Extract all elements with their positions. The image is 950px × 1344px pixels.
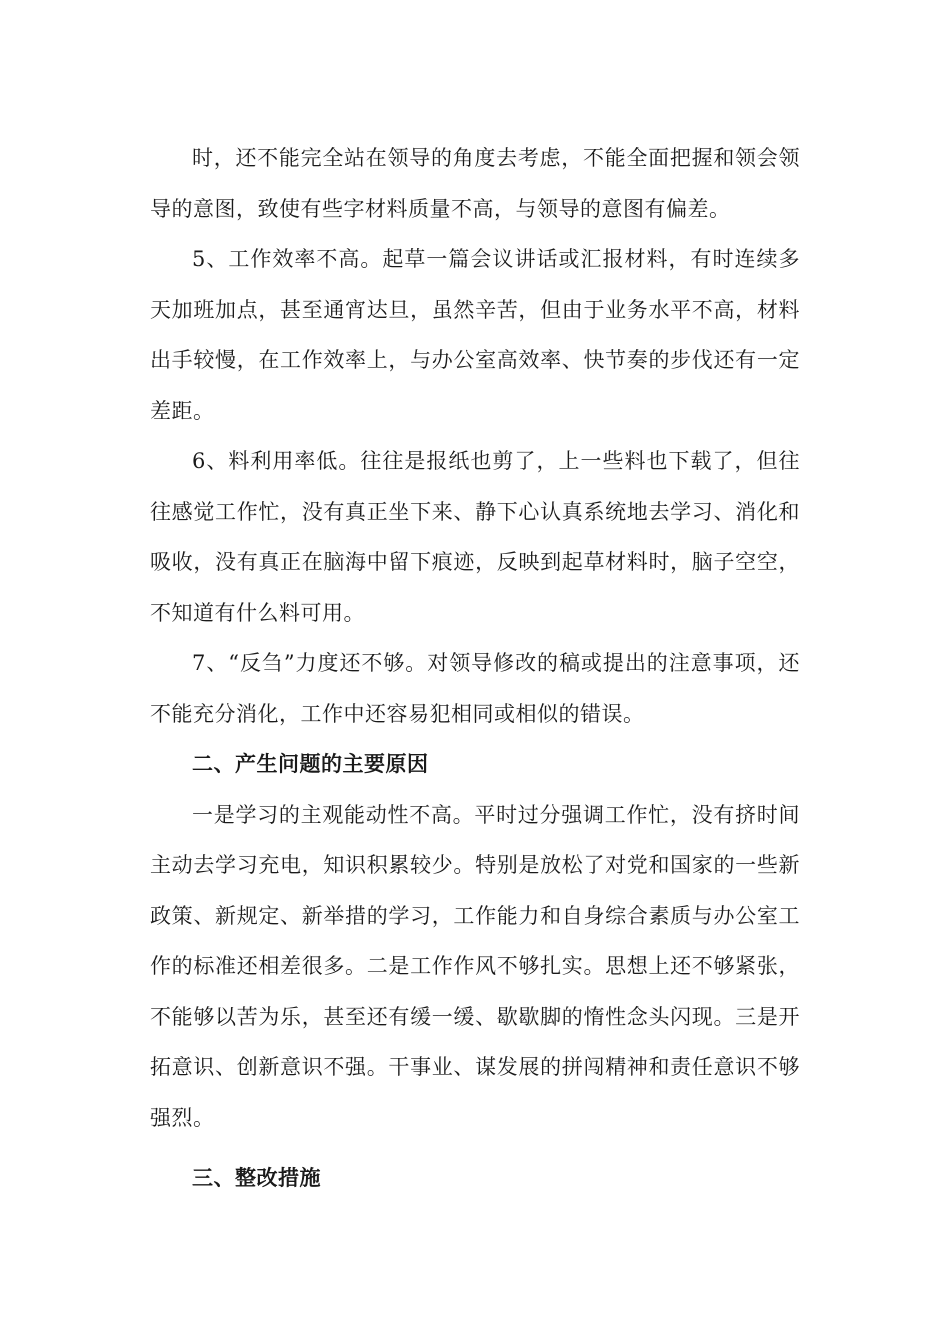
section-heading-causes: 二、产生问题的主要原因 (192, 751, 429, 776)
paragraph-item-7: 7、“反刍”力度还不够。对领导修改的稿或提出的注意事项，还不能充分消化，工作中还容易犯相同或相似的错误。 (150, 651, 800, 726)
document-page (150, 133, 800, 1204)
section-heading-measures: 三、整改措施 (192, 1165, 321, 1190)
paragraph-continuation: 时，还不能完全站在领导的角度去考虑，不能全面把握和领会领导的意图，致使有些字材料质量不高，与领导的意图有偏差。 (150, 146, 800, 221)
paragraph-item-6: 6、料利用率低。往往是报纸也剪了，上一些料也下载了，但往往感觉工作忙，没有真正坐下来、静下心认真系统地去学习、消化和吸收，没有真正在脑海中留下痕迹，反映到起草材料时，脑子空空，不知道有什么料可用。 (150, 449, 800, 625)
paragraph-causes: 一是学习的主观能动性不高。平时过分强调工作忙，没有挤时间主动去学习充电，知识积累较少。特别是放松了对党和国家的一些新政策、新规定、新举措的学习，工作能力和自身综合素质与办公室工作的标准还相差很多。二是工作作风不够扎实。思想上还不够紧张，不能够以苦为乐，甚至还有缓一缓、歇歇脚的惰性念头闪现。三是开拓意识、创新意识不强。干事业、谋发展的拼闯精神和责任意识不够强烈。 (150, 802, 800, 1130)
paragraph-item-5: 5、工作效率不高。起草一篇会议讲话或汇报材料，有时连续多天加班加点，甚至通宵达旦，虽然辛苦，但由于业务水平不高，材料出手较慢，在工作效率上，与办公室高效率、快节奏的步伐还有一定差距。 (150, 247, 800, 423)
